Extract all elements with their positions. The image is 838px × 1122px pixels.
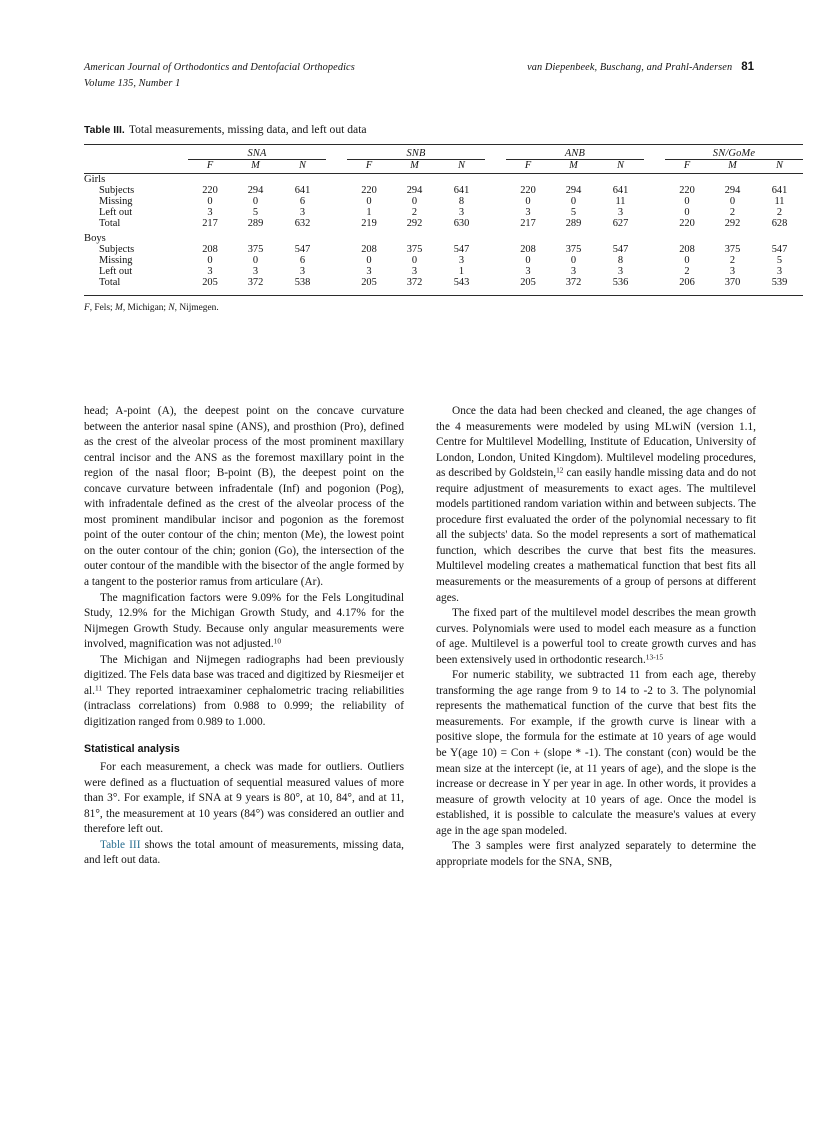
cell: 3 xyxy=(617,266,624,277)
cell: 208 xyxy=(361,244,377,255)
table-row xyxy=(84,207,803,218)
cell: 3 xyxy=(299,266,306,277)
cell: 375 xyxy=(565,244,582,255)
cell: 3 xyxy=(366,266,372,277)
table-row xyxy=(84,218,803,233)
cell: 641 xyxy=(771,185,788,196)
sub-header-snb-m: M xyxy=(410,160,419,171)
paragraph xyxy=(436,404,756,606)
table-row xyxy=(84,277,803,292)
cell: 292 xyxy=(724,218,741,229)
cell: 0 xyxy=(684,196,690,207)
cell: 5 xyxy=(570,207,577,218)
running-head xyxy=(84,60,754,94)
table-row xyxy=(84,244,803,255)
column-group-header-row xyxy=(84,148,803,160)
cell: 372 xyxy=(565,277,582,288)
cell: 3 xyxy=(458,207,465,218)
paragraph xyxy=(84,591,404,653)
row-label: Missing xyxy=(99,255,133,266)
cell: 0 xyxy=(729,196,736,207)
cell-gap xyxy=(644,266,665,277)
paragraph-text: Once the data had been checked and cleaned, the age changes of the 4 measurements were modeled by using MLwiN (version 1.1, Centre for Multilevel Modelling, Institute of Education, University of London, London, United Kingdom). Multilevel modeling procedures, as described by Goldstein, xyxy=(436,405,756,480)
cell: 641 xyxy=(453,185,470,196)
sub-header-sna-n: N xyxy=(299,160,306,171)
cell: 220 xyxy=(679,218,695,229)
cell: 3 xyxy=(252,266,259,277)
row-label: Total xyxy=(99,218,121,229)
cell-gap xyxy=(644,277,665,292)
cell: 5 xyxy=(252,207,259,218)
cell: 0 xyxy=(207,196,213,207)
cell-gap xyxy=(644,244,665,255)
page-number: 81 xyxy=(741,61,754,73)
cell: 2 xyxy=(729,207,736,218)
table-bottom-rule xyxy=(84,292,803,296)
cell: 375 xyxy=(724,244,741,255)
paragraph: The 3 samples were first analyzed separately to determine the appropriate models for the SNA, SNB, xyxy=(436,840,756,868)
cell: 205 xyxy=(361,277,377,288)
cell: 0 xyxy=(525,255,531,266)
cell-gap xyxy=(485,277,506,292)
cell: 0 xyxy=(684,207,690,218)
cell: 206 xyxy=(679,277,695,288)
cell: 3 xyxy=(525,266,531,277)
sub-header-row xyxy=(84,160,803,172)
cell: 8 xyxy=(617,255,624,266)
column-group-snb: SNB xyxy=(347,148,485,160)
row-label: Left out xyxy=(99,266,133,277)
table-row xyxy=(84,255,803,266)
cell-gap xyxy=(644,218,665,233)
paragraph: For numeric stability, we subtracted 11 from each age, thereby transforming the age range from 9 to 14 to -2 to 3. The polynomial represents the mathematical function of the curve that best fits the measurements. For example, if the growth curve is linear with a positive slope, the formula for the estimate at 10 years of age would be Y(age 10) = Con + (slope * -1). The constant (con) would be the mean size at the intercept (ie, at 11 years of age), and the slope is the increase or decrease in Y per year in age. In other words, it provides a measure of growth velocity at 10 years of age. Once the model is established, it is possible to calculate the measure's values at every age in the age span modeled. xyxy=(436,669,756,837)
group-gap-2 xyxy=(485,148,506,160)
sub-header-spacer xyxy=(84,160,188,172)
cell: 220 xyxy=(679,185,695,196)
cell: 628 xyxy=(771,218,788,229)
cell: 0 xyxy=(252,255,259,266)
cell: 3 xyxy=(525,207,531,218)
cell: 641 xyxy=(294,185,311,196)
running-head-right xyxy=(527,60,754,76)
table-footnote xyxy=(84,296,756,315)
cell: 11 xyxy=(615,196,626,207)
cell: 547 xyxy=(612,244,629,255)
cell: 630 xyxy=(453,218,470,229)
cell: 6 xyxy=(299,196,306,207)
group-header-spacer xyxy=(84,148,188,160)
cell: 375 xyxy=(406,244,423,255)
cell-gap xyxy=(644,185,665,196)
table-section-girls xyxy=(84,174,803,186)
cell-gap xyxy=(485,255,506,266)
measurements-table xyxy=(84,144,803,296)
cell: 0 xyxy=(411,196,418,207)
sub-header-sna-m: M xyxy=(251,160,260,171)
cell: 0 xyxy=(411,255,418,266)
cell: 220 xyxy=(361,185,377,196)
sub-header-sna-f: F xyxy=(206,160,214,171)
cell: 536 xyxy=(612,277,629,288)
cell: 372 xyxy=(406,277,423,288)
cell: 547 xyxy=(294,244,311,255)
cell-gap xyxy=(485,218,506,233)
footnote-key-n: N xyxy=(168,303,175,313)
cell: 289 xyxy=(247,218,264,229)
cell-gap xyxy=(644,255,665,266)
cell-gap xyxy=(644,196,665,207)
cell: 3 xyxy=(617,207,624,218)
section-label-girls: Girls xyxy=(84,174,106,185)
left-column xyxy=(84,404,404,869)
table-caption xyxy=(84,122,756,138)
cell: 3 xyxy=(570,266,577,277)
cell: 292 xyxy=(406,218,423,229)
sub-header-anb-n: N xyxy=(617,160,624,171)
cell: 2 xyxy=(729,255,736,266)
table-row xyxy=(84,196,803,207)
sub-header-snb-n: N xyxy=(458,160,465,171)
paragraph: head; A-point (A), the deepest point on the concave curvature between the anterior nasal spine (ANS), and prosthion (Pro), defined as the crest of the alveolar process of the most prominent maxillary central incisor and the ANS as the foremost maxillary point in the region of the nasal floor; B-point (B), the deepest point on the concave curvature between infradentale (Inf) and pogonion (Pog), with infradentale defined as the crest of the alveolar process of the most prominent mandibular incisor and pogonion as the foremost point of the outer contour of the chin; menton (Me), the lowest point on the outer contour of the chin; gonion (Go), the intersection of the outer contour of the mandible with the bisector of the angle formed by a tangent to the posterior ramus from articulare (Ar). xyxy=(84,405,404,589)
cell: 2 xyxy=(411,207,418,218)
paragraph-text: They reported intraexaminer cephalometric tracing reliabilities (intraclass correlations) from 0.988 to 0.999; the reliability of digitization ranged from 0.989 to 1.000. xyxy=(84,684,404,728)
cell: 539 xyxy=(771,277,788,288)
cell: 1 xyxy=(458,266,465,277)
section-heading-statistical-analysis: Statistical analysis xyxy=(84,743,180,756)
table-block xyxy=(84,122,788,315)
cell: 219 xyxy=(361,218,377,229)
cell: 220 xyxy=(202,185,218,196)
sub-header-snb-f: F xyxy=(365,160,373,171)
paragraph: For each measurement, a check was made for outliers. Outliers were defined as a fluctuation of sequential measured values of more than 3°. For example, if SNA at 9 years is 80°, at 10, 84°, and at 11, 81°, the measurement at 10 years (84°) was considered an outlier and therefore left out. xyxy=(84,760,404,836)
cell: 0 xyxy=(207,255,213,266)
cell: 2 xyxy=(776,207,783,218)
cell-gap xyxy=(485,207,506,218)
cell: 627 xyxy=(612,218,629,229)
cell: 208 xyxy=(202,244,218,255)
cell: 294 xyxy=(406,185,423,196)
cell: 632 xyxy=(294,218,311,229)
cell: 0 xyxy=(684,255,690,266)
table-caption-text: Total measurements, missing data, and left out data xyxy=(128,123,367,136)
cell: 0 xyxy=(525,196,531,207)
column-group-anb: ANB xyxy=(506,148,644,160)
cell: 375 xyxy=(247,244,264,255)
cell-gap xyxy=(326,244,347,255)
footnote-val-m: , Michigan; xyxy=(122,303,169,313)
sub-header-sngome-m: M xyxy=(728,160,737,171)
cell: 294 xyxy=(724,185,741,196)
cell: 641 xyxy=(612,185,629,196)
table-cross-reference-link[interactable]: Table III xyxy=(100,838,141,851)
paragraph-text: The magnification factors were 9.09% for the Fels Longitudinal Study, 12.9% for the Michigan Growth Study, and 4.17% for the Nijmegen Growth Study. Because only angular measurements were involved, magnification was not adjusted. xyxy=(84,591,404,651)
cell: 0 xyxy=(570,255,577,266)
cell-gap xyxy=(326,266,347,277)
running-head-left xyxy=(84,60,355,91)
footnote-val-n: , Nijmegen. xyxy=(174,303,219,313)
paragraph xyxy=(84,653,404,731)
group-gap-3 xyxy=(644,148,665,160)
cell-gap xyxy=(485,244,506,255)
footnote-key-f: F xyxy=(84,303,90,313)
cell: 5 xyxy=(776,255,783,266)
paragraph-text: The Michigan and Nijmegen radiographs had been previously digitized. The Fels data base was traced and digitized by Riesmeijer et al. xyxy=(84,653,404,697)
cell: 217 xyxy=(520,218,536,229)
column-group-sngome: SN/GoMe xyxy=(665,148,803,160)
cell: 217 xyxy=(202,218,218,229)
author-list: van Diepenbeek, Buschang, and Prahl-Andersen xyxy=(527,62,733,73)
cell: 543 xyxy=(453,277,470,288)
cell: 208 xyxy=(679,244,695,255)
volume-issue: Volume 135, Number 1 xyxy=(84,77,181,89)
cell: 294 xyxy=(247,185,264,196)
cell: 1 xyxy=(366,207,372,218)
sub-gap-2 xyxy=(485,160,506,172)
sub-gap-1 xyxy=(326,160,347,172)
cell-gap xyxy=(485,185,506,196)
table-section-boys xyxy=(84,233,803,244)
cell: 220 xyxy=(520,185,536,196)
cell-gap xyxy=(326,196,347,207)
reference-marker: 10 xyxy=(273,636,282,646)
cell: 8 xyxy=(458,196,465,207)
paragraph-text: The fixed part of the multilevel model describes the mean growth curves. Polynomials were used to model each measure as a function of age. Multilevel is a powerful tool to create growth curves and has been extensively used in orthodontic research. xyxy=(436,607,756,666)
reference-marker: 11 xyxy=(95,683,103,693)
cell: 2 xyxy=(684,266,690,277)
row-label: Subjects xyxy=(99,185,135,196)
sub-header-anb-f: F xyxy=(524,160,532,171)
cell: 0 xyxy=(366,255,372,266)
cell: 11 xyxy=(774,196,785,207)
cell: 547 xyxy=(771,244,788,255)
cell: 208 xyxy=(520,244,536,255)
cell-gap xyxy=(326,207,347,218)
row-label: Subjects xyxy=(99,244,135,255)
cell: 3 xyxy=(411,266,418,277)
cell: 205 xyxy=(202,277,218,288)
column-group-sna: SNA xyxy=(188,148,326,160)
cell-gap xyxy=(326,255,347,266)
cell: 0 xyxy=(252,196,259,207)
reference-marker: 13-15 xyxy=(645,652,664,662)
section-label-boys: Boys xyxy=(84,233,106,244)
cell-gap xyxy=(644,207,665,218)
cell: 3 xyxy=(207,266,213,277)
table-row xyxy=(84,185,803,196)
group-gap-1 xyxy=(326,148,347,160)
row-label: Missing xyxy=(99,196,133,207)
cell: 289 xyxy=(565,218,582,229)
row-label: Total xyxy=(99,277,121,288)
cell: 3 xyxy=(299,207,306,218)
cell: 3 xyxy=(776,266,783,277)
cell: 372 xyxy=(247,277,264,288)
paragraph-text: can easily handle missing data and do not require adjustment of measurements to exact ages. The multilevel models partitioned random variation within and between subjects. The procedure first evaluated the order of the polynomial necessary to fit all the subjects' data. So the model represents a sort of mathematical function, which describes the curve that best fits the measures. Multilevel modeling creates a mathematical function that best fits all measurements or the measurements of a group of persons at different ages. xyxy=(436,467,756,604)
journal-title: American Journal of Orthodontics and Dentofacial Orthopedics xyxy=(84,62,355,73)
sub-header-sngome-f: F xyxy=(683,160,691,171)
cell: 0 xyxy=(366,196,372,207)
cell: 3 xyxy=(207,207,213,218)
cell: 0 xyxy=(570,196,577,207)
row-label: Left out xyxy=(99,207,133,218)
cell: 547 xyxy=(453,244,470,255)
sub-gap-3 xyxy=(644,160,665,172)
table-row xyxy=(84,266,803,277)
cell: 3 xyxy=(729,266,736,277)
cell-gap xyxy=(326,218,347,233)
paragraph xyxy=(436,606,756,668)
paragraph xyxy=(84,838,404,869)
cell: 3 xyxy=(458,255,465,266)
cell: 205 xyxy=(520,277,536,288)
cell: 370 xyxy=(724,277,741,288)
sub-header-sngome-n: N xyxy=(776,160,783,171)
right-column xyxy=(436,404,756,870)
cell: 294 xyxy=(565,185,582,196)
footnote-val-f: , Fels; xyxy=(89,303,115,313)
footnote-key-m: M xyxy=(115,303,123,313)
sub-header-anb-m: M xyxy=(569,160,578,171)
cell-gap xyxy=(326,277,347,292)
paragraph-text: shows the total amount of measurements, missing data, and left out data. xyxy=(84,838,404,867)
cell: 538 xyxy=(294,277,311,288)
cell-gap xyxy=(485,196,506,207)
cell: 6 xyxy=(299,255,306,266)
table-label: Table III. xyxy=(84,125,125,136)
reference-marker: 12 xyxy=(556,465,564,475)
cell-gap xyxy=(485,266,506,277)
cell-gap xyxy=(326,185,347,196)
